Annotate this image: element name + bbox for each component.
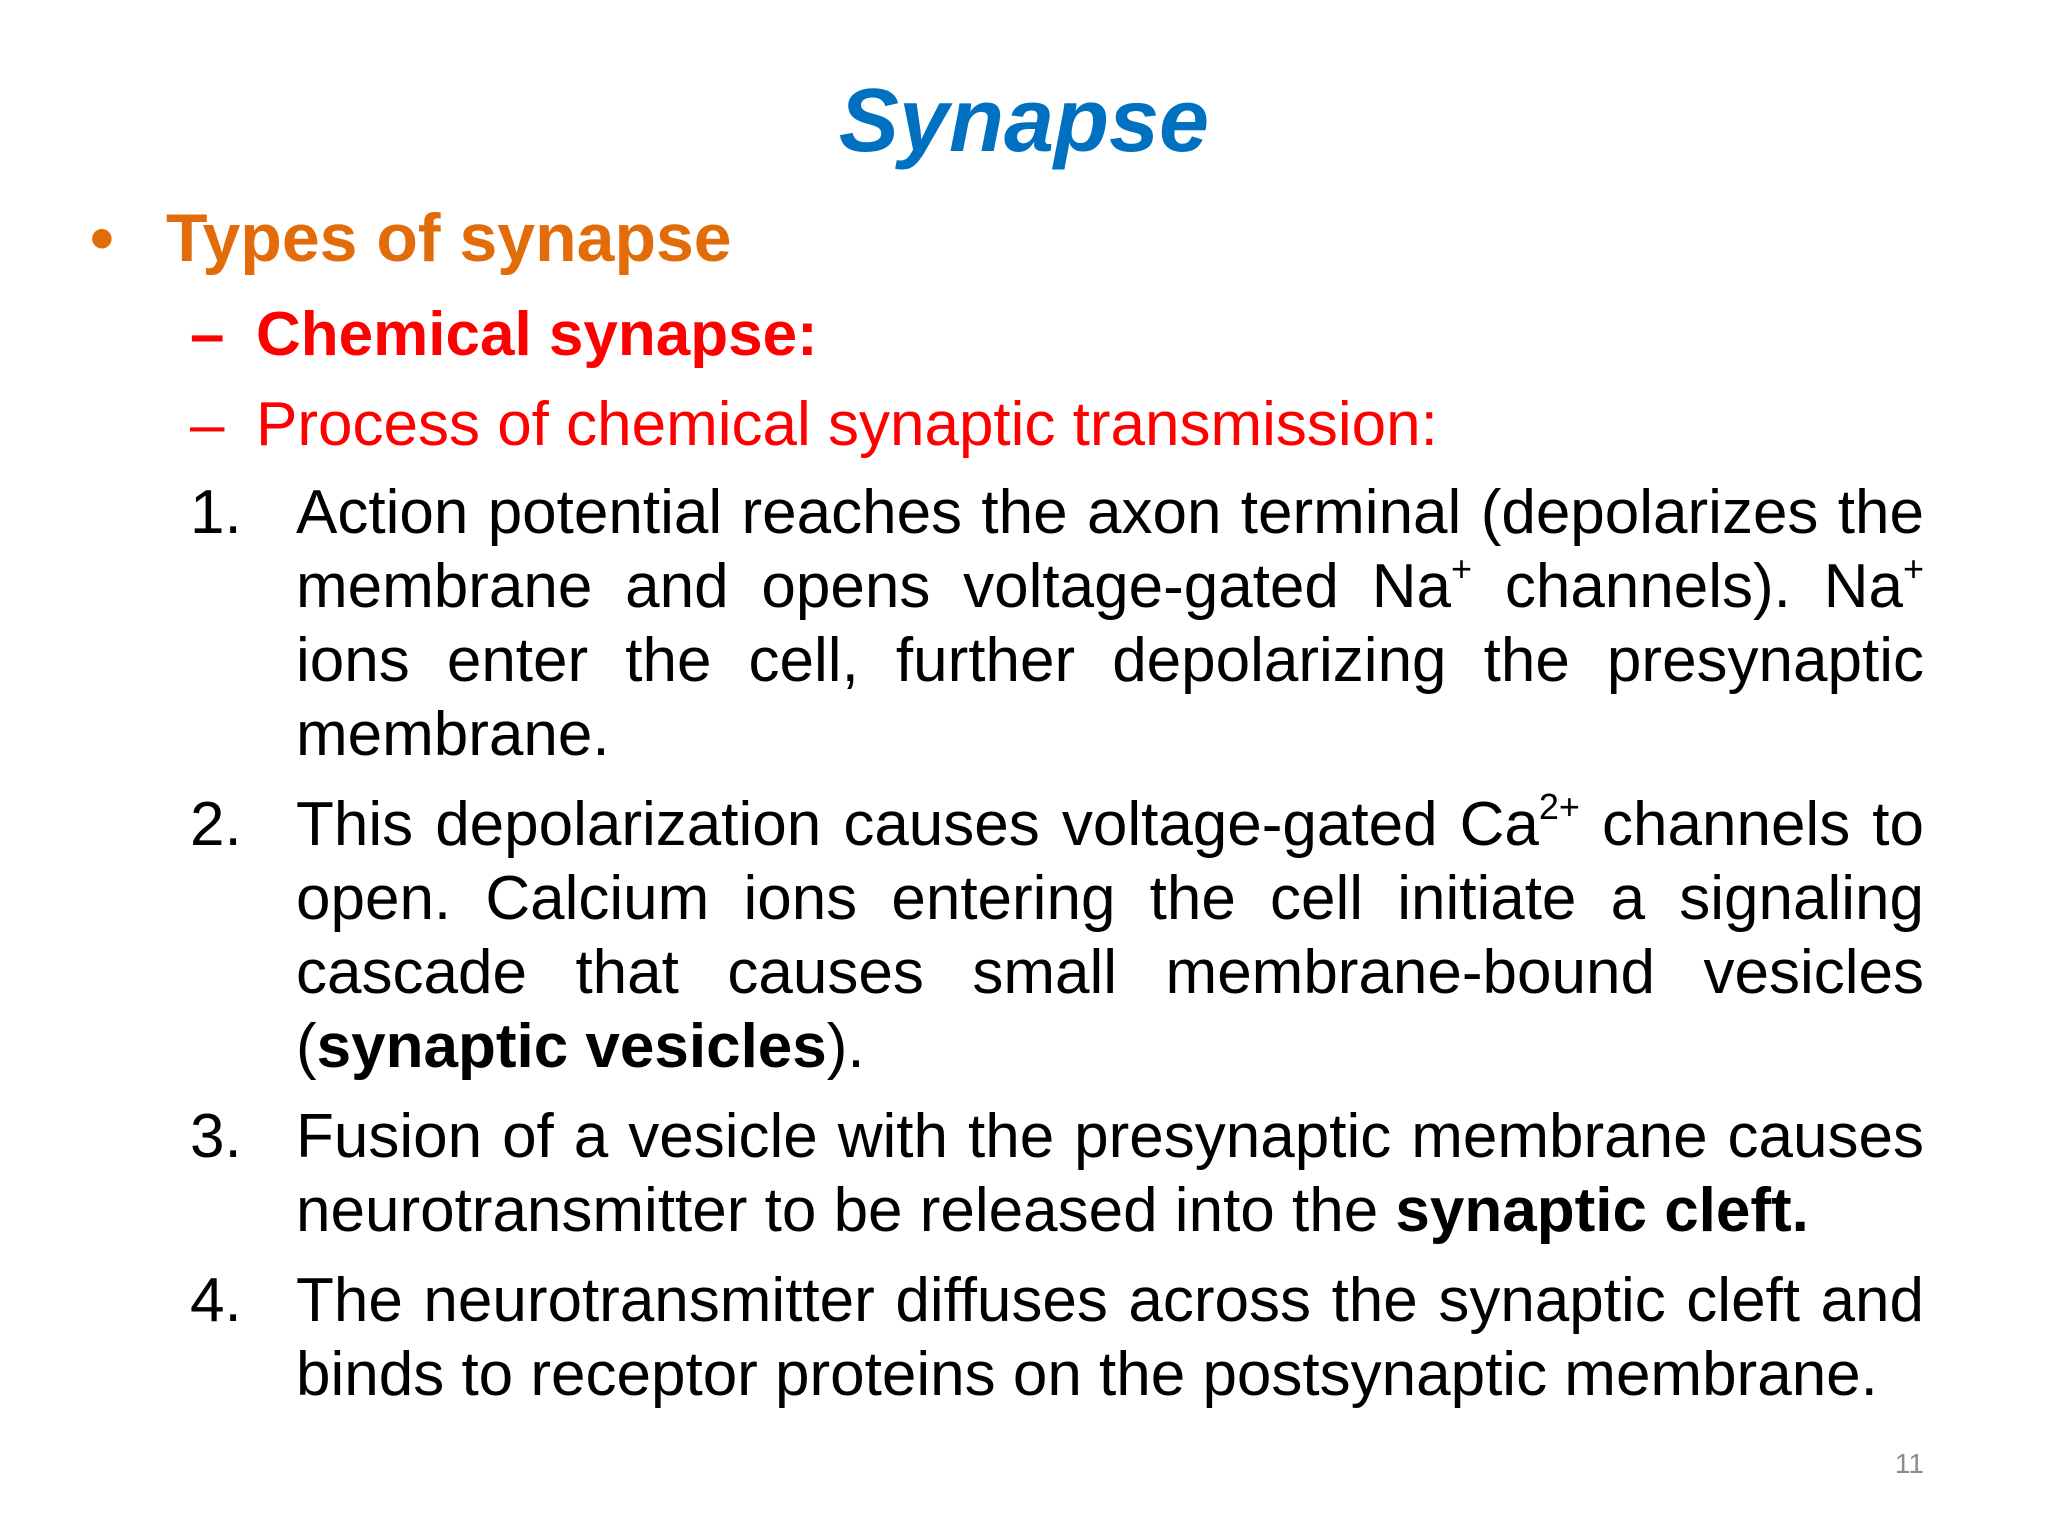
sub-item-text: Process of chemical synaptic transmission:: [256, 390, 1438, 459]
step-text-part: The neurotransmitter diffuses across the synaptic cleft and binds to receptor proteins on the postsynaptic membrane.: [296, 1266, 1924, 1409]
step-number: 1.: [190, 478, 242, 547]
sub-item-text: Chemical synapse:: [256, 300, 818, 369]
superscript: 2+: [1538, 786, 1580, 827]
bold-term: synaptic cleft.: [1395, 1176, 1809, 1245]
bold-term: synaptic vesicles: [316, 1012, 827, 1081]
superscript: +: [1450, 548, 1473, 589]
step-text-part: channels to open. Calcium ions entering the cell initiate a signaling cascade that causes small membrane-bound vesicles (: [296, 790, 1924, 1081]
step-text: [296, 788, 1924, 1084]
page-number: 11: [1894, 1448, 1924, 1479]
step-text-part: Fusion of a vesicle with the presynaptic membrane causes neurotransmitter to be released into the: [296, 1102, 1924, 1245]
step-number: 2.: [190, 790, 242, 859]
step-number: 4.: [190, 1266, 242, 1335]
step-text-part: This depolarization causes voltage-gated Ca: [296, 790, 1539, 859]
step-text-part: ions enter the cell, further depolarizing the presynaptic membrane.: [296, 626, 1924, 769]
step-text: [296, 1264, 1924, 1412]
step-4: [190, 1264, 1924, 1412]
steps-list: [190, 476, 1924, 1428]
dash-marker: –: [190, 390, 225, 459]
sub-item-chemical-synapse: [190, 298, 818, 372]
superscript: +: [1902, 548, 1924, 589]
slide-title: Synapse: [838, 71, 1210, 171]
step-3: [190, 1100, 1924, 1248]
dash-marker: –: [190, 300, 225, 369]
step-text: [296, 476, 1924, 772]
step-2: [190, 788, 1924, 1084]
bullet-marker: •: [90, 200, 114, 276]
step-text-part: Action potential reaches the axon terminal (depolarizes the membrane and opens voltage-gated Na: [296, 478, 1924, 621]
step-text-part: ).: [826, 1012, 865, 1081]
sub-item-process: [190, 388, 1438, 462]
bullet-types-of-synapse: [90, 198, 732, 280]
step-1: [190, 476, 1924, 772]
step-number: 3.: [190, 1102, 242, 1171]
step-text-part: channels). Na: [1472, 552, 1903, 621]
step-text: [296, 1100, 1924, 1248]
bullet-text: Types of synapse: [166, 200, 732, 276]
